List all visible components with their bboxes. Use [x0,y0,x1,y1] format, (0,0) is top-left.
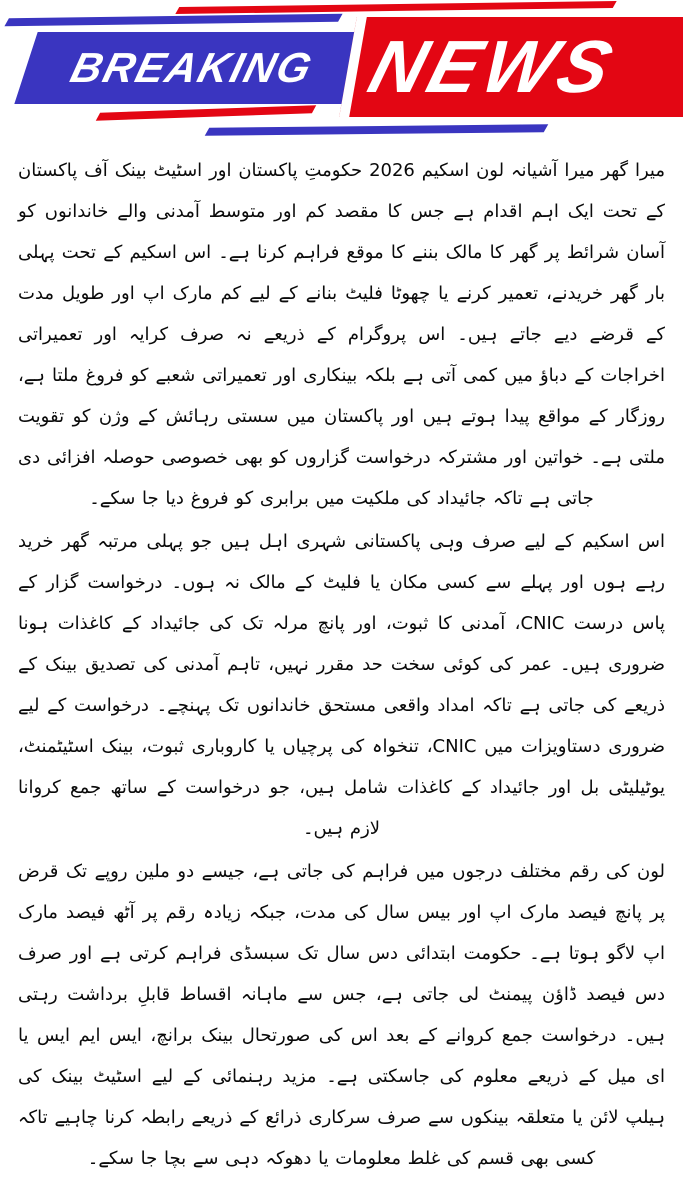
red-accent-stripe-top [175,1,616,14]
breaking-label-box [14,32,369,104]
blue-accent-stripe-top [4,14,342,27]
article-paragraph-scheme-intro: میرا گھر میرا آشیانہ لون اسکیم 2026 حکومتِ پاکستان اور اسٹیٹ بینک آف پاکستان کے تحت ایک اہم اقدام ہے جس کا مقصد کم اور متوسط آمدنی والے خاندانوں کو آسان شرائط پر گھر کا مالک بننے کا موقع فراہم کرنا ہے۔ اس اسکیم کے تحت پہلی بار گھر خریدنے، تعمیر کرنے یا چھوٹا فلیٹ بنانے کے لیے کم مارک اپ اور طویل مدت کے قرضے دیے جاتے ہیں۔ اس پروگرام کے ذریعے نہ صرف کرایہ اور تعمیراتی اخراجات کے دباؤ میں کمی آتی ہے بلکہ بینکاری اور تعمیراتی شعبے کو فروغ ملتا ہے، روزگار کے مواقع پیدا ہوتے ہیں اور پاکستان میں سستی رہائش کے وژن کو تقویت ملتی ہے۔ خواتین اور مشترکہ درخواست گزاروں کو بھی خصوصی حوصلہ افزائی دی جاتی ہے تاکہ جائیداد کی ملکیت میں برابری کو فروغ دیا جا سکے۔ [18,160,665,509]
breaking-news-banner [0,0,683,146]
article-paragraph-eligibility-documents: اس اسکیم کے لیے صرف وہی پاکستانی شہری اہل ہیں جو پہلی مرتبہ گھر خرید رہے ہوں اور پہلے سے کسی مکان یا فلیٹ کے مالک نہ ہوں۔ درخواست گزار کے پاس درست CNIC، آمدنی کا ثبوت، اور پانچ مرلہ تک کی جائیداد کے کاغذات ہونا ضروری ہیں۔ عمر کی کوئی سخت حد مقرر نہیں، تاہم آمدنی کی تصدیق بینک کے ذریعے کی جاتی ہے تاکہ امداد واقعی مستحق خاندانوں تک پہنچے۔ درخواست کے لیے ضروری دستاویزات میں CNIC، تنخواہ کی پرچیاں یا کاروباری ثبوت، بینک اسٹیٹمنٹ، یوٹیلیٹی بل اور جائیداد کے کاغذات شامل ہیں، جو درخواست کے ساتھ جمع کروانا لازم ہیں۔ [18,531,666,839]
article-body [0,146,683,1179]
red-accent-stripe-bottom [96,105,316,120]
article-paragraph-loan-terms-contact: لون کی رقم مختلف درجوں میں فراہم کی جاتی ہے، جیسے دو ملین روپے تک قرض پر پانچ فیصد مارک اپ اور بیس سال کی مدت، جبکہ زیادہ رقم پر آٹھ فیصد مارک اپ لاگو ہوتا ہے۔ حکومت ابتدائی دس سال تک سبسڈی فراہم کرتی ہے اور صرف دس فیصد ڈاؤن پیمنٹ لی جاتی ہے، جس سے ماہانہ اقساط قابلِ برداشت رہتی ہیں۔ درخواست جمع کروانے کے بعد اس کی صورتحال بینک برانچ، ایس ایم ایس یا ای میل کے ذریعے معلوم کی جاسکتی ہے۔ مزید رہنمائی کے لیے اسٹیٹ بینک کی ہیلپ لائن یا متعلقہ بینکوں سے صرف سرکاری ذرائع کے ذریعے رابطہ کرنا چاہیے تاکہ کسی بھی قسم کی غلط معلومات یا دھوکہ دہی سے بچا جا سکے۔ [18,861,665,1169]
blue-accent-stripe-bottom [205,124,549,136]
news-label: NEWS [360,25,626,108]
breaking-label: BREAKING [66,44,319,91]
news-label-box [339,17,683,117]
